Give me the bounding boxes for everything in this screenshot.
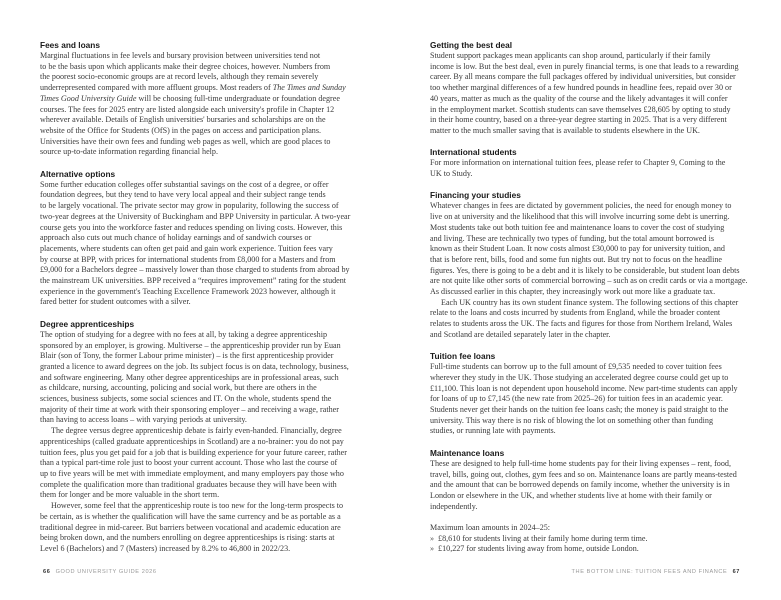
text-line: Full-time students can borrow up to the full amount of £9,535 needed to cover tuition fees <box>430 362 722 372</box>
text-line: tuition fees, plus you get paid for a job that is building experience for your future career, rather <box>40 447 347 457</box>
text-line: As discussed earlier in this chapter, they increasingly work out more like a graduate tax. <box>430 287 716 297</box>
text-line: Level 6 (Bachelors) and 7 (Masters) increased by 8.2% to 46,800 in 2022/23. <box>40 543 291 553</box>
paragraph <box>430 51 750 137</box>
left-page-footer <box>40 569 157 575</box>
section-heading: Alternative options <box>40 168 116 179</box>
text-line: UK to Study. <box>430 169 473 179</box>
text-line: in their home country, based on a three-year degree starting in 2025. That is a very different <box>430 115 727 125</box>
page-number: 66 <box>43 569 51 575</box>
text-line: foundation degrees, but they tend to have very local appeal and their subject range tends <box>40 190 326 200</box>
text-line: wherever available. Details of English universities' bursaries and scholarships are on the <box>40 115 326 125</box>
text-line <box>40 94 385 105</box>
text-line: to be the basis upon which applicants make their degree choices, however. Numbers from <box>40 61 331 71</box>
text-line: London or elsewhere in the UK, and whether students live at home with their family or <box>430 490 712 500</box>
text-line: Student support packages mean applicants can shop around, particularly if their family <box>430 51 711 60</box>
text-line: them for longer and be more valuable in the short term. <box>40 490 220 500</box>
text-line: placements, where students can often get paid and gain work experience. Tuition fees vary <box>40 243 333 253</box>
section-heading: Maintenance loans <box>430 447 505 458</box>
text-line: than having to access loans – with varying periods at university. <box>40 415 247 425</box>
text-line: figures. Yes, there is going to be a debt and it is likely to be considerable, but student loan debts <box>430 265 740 275</box>
text-line: Most students take out both tuition fee and maintenance loans to cover the cost of studying <box>430 222 725 232</box>
text-segment: Times Good University Guide <box>40 93 137 103</box>
text-line: be certain, as is whether the qualification will have the same currency and be as portable as a <box>40 511 341 521</box>
section-heading: Getting the best deal <box>430 40 513 50</box>
bullet-list <box>430 534 750 555</box>
text-line: approach also cuts out much chance of holiday earnings and of sandwich courses or <box>40 233 312 243</box>
paragraph <box>40 501 385 555</box>
text-line: source up-to-date information regarding financial help. <box>40 147 218 157</box>
text-line: being broken down, and the numbers enrolling on degree apprenticeships is rising: starts at <box>40 533 335 543</box>
text-line: However, some feel that the apprenticeship route is too new for the long-term prospects to <box>51 501 344 511</box>
section <box>430 351 750 437</box>
text-line: up to five years will be met with immediate employment, and many employers pay those who <box>40 468 344 478</box>
running-title: GOOD UNIVERSITY GUIDE 2026 <box>55 569 157 575</box>
text-line: and software engineering. Many other degree apprenticeships are in professional areas, such <box>40 372 339 382</box>
text-line: in the employment market. Scottish students can save themselves £28,605 by opting to study <box>430 104 731 114</box>
left-page-column <box>40 40 385 565</box>
text-line: known as their Student Loan. It now costs almost £30,000 to pay for university tuition, and <box>430 244 725 254</box>
text-line: by course at BPP, with prices for international students from £8,000 for a Masters and from <box>40 254 336 264</box>
section <box>430 147 750 179</box>
text-line: Marginal fluctuations in fee levels and bursary provision between universities tend not <box>40 51 321 60</box>
text-segment: The Times and Sunday <box>272 83 346 93</box>
text-line: are not quite like other sorts of commercial borrowing – such as on credit cards or via a mortgage. <box>430 276 748 286</box>
paragraph <box>430 459 750 513</box>
section <box>40 319 385 555</box>
section <box>40 40 385 158</box>
paragraph <box>40 180 385 308</box>
section-heading: Financing your studies <box>430 190 521 201</box>
text-line: traditional degree in mid-career. But barriers between vocational and academic education are <box>40 522 341 532</box>
text-line: website of the Office for Students (OfS) in the pages on access and participation plans. <box>40 125 322 135</box>
text-segment: will be choosing full-time undergraduate or foundation degree <box>136 93 340 103</box>
text-line: and the amount that can be borrowed depends on family income, whether the university is in <box>430 480 730 490</box>
text-line: the mainstream UK universities. BPP received a “requires improvement” rating for the student <box>40 276 347 286</box>
text-line: career. By all means compare the full packages offered by individual universities, but consider <box>430 72 736 82</box>
paragraph <box>430 298 750 341</box>
text-line: course gets you into the workforce faster and reduces spending on living costs. However, this <box>40 222 343 232</box>
text-line: £11,100. This loan is not dependent upon household income. New part-time students can apply <box>430 383 738 393</box>
text-line: too whether marginal differences of a few hundred pounds in headline fees, repaid over 30 or <box>430 83 732 93</box>
text-line: complete the qualification more than traditional graduates because they will have been with <box>40 479 337 489</box>
text-line: granted a licence to award degrees on the job. Its subject focus is on data, technology, business, <box>40 361 349 371</box>
text-line: and living. These are technically two types of funding, but the total amount borrowed is <box>430 233 714 243</box>
text-line: that is before rent, bills, food and some fun nights out. But try not to focus on the headline <box>430 254 722 264</box>
text-line: sciences, business subjects, some social sciences and IT. On the whole, students spend the <box>40 394 332 404</box>
text-line <box>40 83 385 94</box>
text-line: for loans of up to £7,145 (the new rate from 2025–26) for tuition fees in an academic year. <box>430 394 723 404</box>
text-line: income is low. But the best deal, even in purely financial terms, is one that leads to a rewarding <box>430 61 739 71</box>
text-line: The degree versus degree apprenticeship debate is fairly even-handed. Financially, degree <box>51 426 342 436</box>
text-line: experience in the government's Teaching Excellence Framework 2023 however, although it <box>40 286 336 296</box>
section-heading: Tuition fee loans <box>430 351 496 362</box>
bullet-item: » £8,610 for students living at their family home during term time. <box>430 534 750 545</box>
text-line: Universities have their own fees and funding web pages as well, which are good places to <box>40 136 331 146</box>
text-segment: underrepresented compared with more affluent groups. Most readers of <box>40 83 273 93</box>
text-line: Some further education colleges offer substantial savings on the cost of a degree, or offer <box>40 179 329 189</box>
section <box>430 190 750 340</box>
text-line: to be largely vocational. The private sector may grow in popularity, following the success of <box>40 201 339 211</box>
text-line: university. This way there is no risk of blowing the lot on something other than funding <box>430 415 714 425</box>
text-line: relate to the loans and costs incurred by students from England, while the broader content <box>430 308 721 318</box>
text-line: fared better for student outcomes with a silver. <box>40 297 191 307</box>
text-line: live on at university and the likelihood that this will involve incurring some debt is unerring. <box>430 212 730 222</box>
section-heading: Degree apprenticeships <box>40 318 135 329</box>
paragraph <box>40 426 385 501</box>
text-line: relates to students aross the UK. The facts and figures for those from Northern Ireland, Wales <box>430 319 733 329</box>
paragraph <box>430 201 750 297</box>
text-line: studies, or running late with payments. <box>430 426 556 436</box>
paragraph <box>430 158 750 179</box>
text-line: Blair (son of Tony, the former Labour prime minister) – is the first apprenticeship provider <box>40 351 334 361</box>
page-number: 67 <box>732 569 740 575</box>
text-line: matter to the much smaller saving that is available to students elsewhere in the UK. <box>430 125 700 135</box>
right-page-column <box>430 40 750 566</box>
text-line: independently. <box>430 501 478 511</box>
text-line: the poorest socio-economic groups are at record levels, although they remain severely <box>40 72 319 82</box>
text-line: courses. The fees for 2025 entry are listed alongside each university's profile in Chapter 12 <box>40 104 335 114</box>
text-line: Students never get their hands on the tuition fee loans cash; the money is paid straight to the <box>430 405 729 415</box>
section-heading: International students <box>430 147 517 158</box>
text-line: 40 years, matter as much as the quality of the course and the likely advantages it will confer <box>430 93 728 103</box>
section <box>40 169 385 308</box>
section-heading: Fees and loans <box>40 40 100 50</box>
paragraph <box>40 330 385 426</box>
running-title: THE BOTTOM LINE: TUITION FEES AND FINANCE <box>571 569 728 575</box>
text-line: The option of studying for a degree with no fees at all, by taking a degree apprenticeship <box>40 329 328 339</box>
text-line: apprenticeships (called graduate apprenticeships in Scotland) are a no-brainer: you do not pay <box>40 436 344 446</box>
text-line: majority of their time at work with their sponsoring employer – and receiving a wage, rather <box>40 404 339 414</box>
text-line: travel, bills, going out, clothes, gym fees and so on. Maintenance loans are partly means-tested <box>430 469 737 479</box>
text-line: sponsored by an employer, is growing. Multiverse – the apprenticeship provider run by Euan <box>40 340 341 350</box>
text-line: wherever they study in the UK. Those studying an accelerated degree course could get up to <box>430 372 729 382</box>
text-line: For more information on international tuition fees, please refer to Chapter 9, Coming to the <box>430 158 726 168</box>
section <box>430 448 750 513</box>
text-line: two-year degrees at the University of Buckingham and BPP University in particular. A two-year <box>40 211 351 221</box>
right-page-footer <box>572 569 743 575</box>
paragraph <box>430 523 750 534</box>
text-line: Maximum loan amounts in 2024–25: <box>430 523 551 533</box>
section <box>430 523 750 555</box>
paragraph <box>40 51 385 158</box>
text-line: These are designed to help full-time home students pay for their living expenses – rent, food, <box>430 458 731 468</box>
paragraph <box>430 362 750 437</box>
text-line: as childcare, nursing, accounting, policing and social work, but there are others in the <box>40 383 317 393</box>
bullet-item: » £10,227 for students living away from home, outside London. <box>430 544 750 555</box>
text-line: £9,000 for a Bachelors degree – massively lower than those charged to students from abroad by <box>40 265 350 275</box>
text-line: than a typical part-time role just to boost your current account. Those who last the course of <box>40 458 338 468</box>
section <box>430 40 750 137</box>
text-line: Each UK country has its own student finance system. The following sections of this chapter <box>441 297 739 307</box>
text-line: Whatever changes in fees are dictated by government policies, the need for enough money to <box>430 201 732 211</box>
text-line: and Scotland are detailed separately later in the chapter. <box>430 329 611 339</box>
